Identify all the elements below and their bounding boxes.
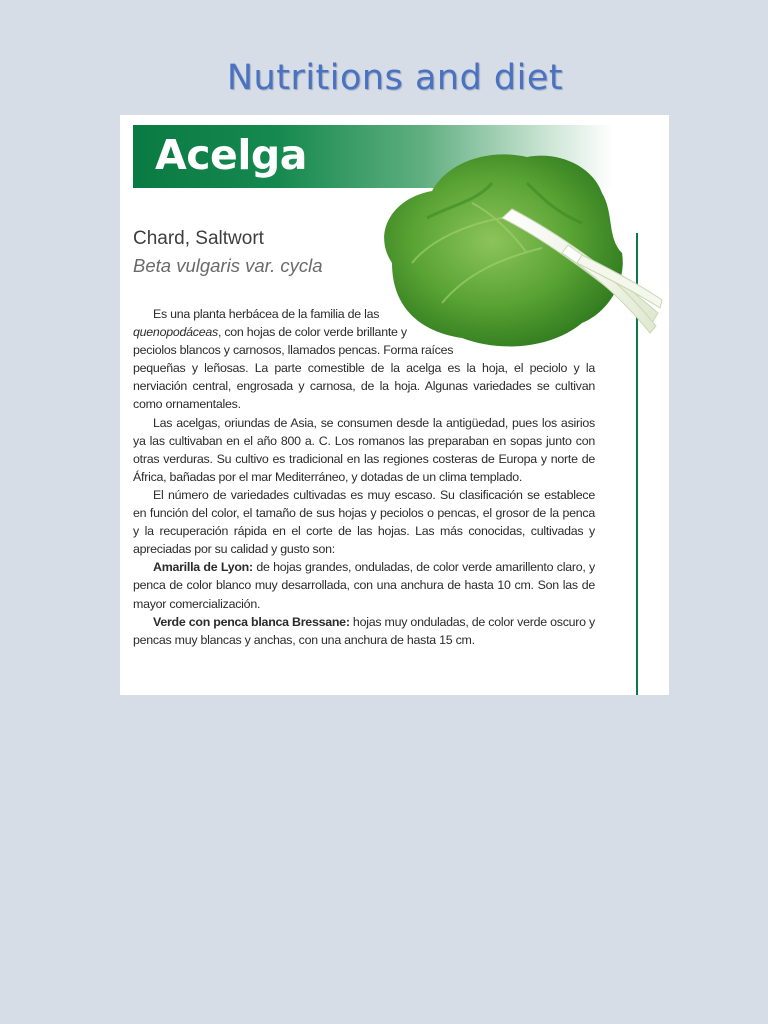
intro-line-3: peciolos blancos y carnosos, llamados pencas. Forma raíces xyxy=(133,343,454,358)
variety-2 xyxy=(133,613,595,649)
slide-title: Nutritions and diet xyxy=(226,58,564,98)
article-page xyxy=(120,115,669,695)
article-body xyxy=(133,305,595,649)
variety-1-name: Amarilla de Lyon: xyxy=(153,560,253,575)
family-name: quenopodáceas xyxy=(133,325,218,340)
intro-line-2-rest: , con hojas de color verde brillante y xyxy=(217,325,407,340)
intro-line-1: Es una planta herbácea de la familia de las xyxy=(153,307,380,321)
variety-2-text: hojas muy onduladas, de color verde oscuro y pencas muy blancas y anchas, con una anchura de hasta 15 cm. xyxy=(133,614,595,647)
scientific-name: Beta vulgaris var. cycla xyxy=(133,255,323,276)
intro-paragraph xyxy=(133,305,469,359)
intro-line-2 xyxy=(133,323,469,341)
common-name: Chard, Saltwort xyxy=(133,228,264,249)
paragraph-3: El número de variedades cultivadas es muy escaso. Su clasificación se establece en función del color, el tamaño de sus hojas y peciolos o pencas, el grosor de la penca y la recuperación rápida en el corte de las hojas. Las más conocidas, cultivadas y apreciadas por su calidad y gusto son: xyxy=(133,487,595,557)
variety-2-name: Verde con penca blanca Bressane: xyxy=(153,614,350,629)
variety-1-text: de hojas grandes, onduladas, de color verde amarillento claro, y penca de color blanco muy desarrollada, con una anchura de hasta 10 cm. Son las de mayor comercialización. xyxy=(133,560,595,611)
paragraph-1-rest: pequeñas y leñosas. La parte comestible de la acelga es la hoja, el peciolo y la nerviación central, engrosada y carnosa, de la hoja. Algunas variedades se cultivan como ornamentales. xyxy=(133,361,595,412)
article-header: Acelga xyxy=(155,131,307,179)
variety-1 xyxy=(133,558,595,612)
paragraph-2: Las acelgas, oriundas de Asia, se consumen desde la antigüedad, pues los asirios ya las cultivaban en el año 800 a. C. Los romanos las preparaban en sopas junto con otras verduras. Su cultivo es tradicional en las regiones costeras de Europa y norte de África, bañadas por el mar Mediterráneo, y dotadas de un clima templado. xyxy=(133,415,595,484)
